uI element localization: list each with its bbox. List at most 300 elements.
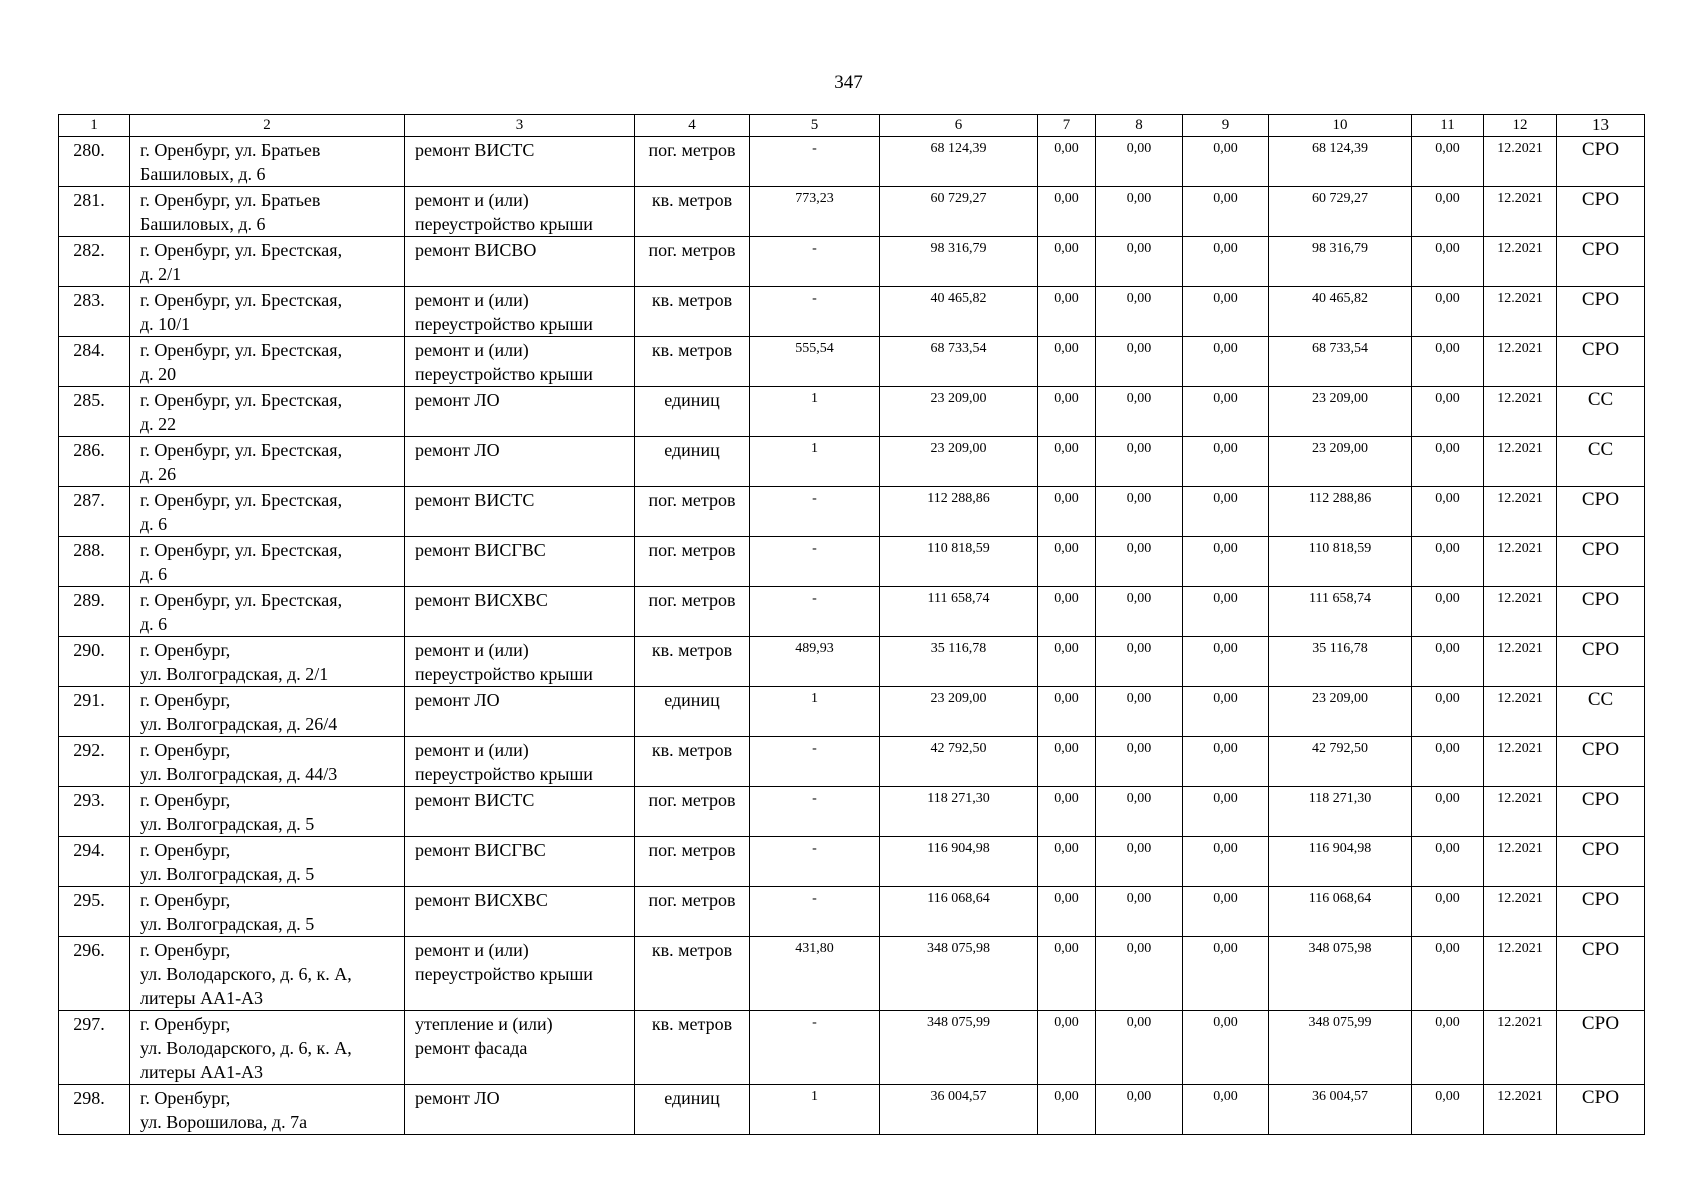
value-cell: 0,00 xyxy=(1412,637,1484,687)
unit-cell: пог. метров xyxy=(635,587,750,637)
work-type-cell xyxy=(405,237,635,287)
column-header: 7 xyxy=(1038,115,1096,137)
value-cell: 0,00 xyxy=(1096,187,1183,237)
table-row xyxy=(59,187,1645,237)
value-cell: 0,00 xyxy=(1183,937,1269,1011)
value-cell: 0,00 xyxy=(1038,337,1096,387)
column-header: 1 xyxy=(59,115,130,137)
row-number: 295. xyxy=(59,887,130,937)
method-cell: СРО xyxy=(1557,487,1645,537)
value-cell: 0,00 xyxy=(1183,687,1269,737)
address-cell xyxy=(130,387,405,437)
value-cell: 0,00 xyxy=(1096,237,1183,287)
value-cell: 489,93 xyxy=(750,637,880,687)
work-type-cell xyxy=(405,187,635,237)
address-line: г. Оренбург, xyxy=(140,640,231,660)
column-header: 11 xyxy=(1412,115,1484,137)
address-line: Башиловых, д. 6 xyxy=(140,164,266,184)
address-cell xyxy=(130,587,405,637)
value-cell: 0,00 xyxy=(1096,487,1183,537)
address-line: д. 6 xyxy=(140,514,168,534)
address-line: ул. Ворошилова, д. 7а xyxy=(140,1112,308,1132)
work-line: ремонт ЛО xyxy=(415,440,500,460)
work-line: ремонт ЛО xyxy=(415,390,500,410)
address-line: д. 10/1 xyxy=(140,314,191,334)
address-cell xyxy=(130,787,405,837)
address-line: ул. Волгоградская, д. 5 xyxy=(140,864,315,884)
value-cell: 12.2021 xyxy=(1484,737,1557,787)
value-cell: 116 068,64 xyxy=(880,887,1038,937)
value-cell: 0,00 xyxy=(1183,487,1269,537)
value-cell: 110 818,59 xyxy=(880,537,1038,587)
work-type-cell xyxy=(405,1011,635,1085)
work-type-cell xyxy=(405,887,635,937)
method-cell: СРО xyxy=(1557,237,1645,287)
value-cell: 348 075,98 xyxy=(880,937,1038,1011)
method-cell: СС xyxy=(1557,687,1645,737)
column-header: 6 xyxy=(880,115,1038,137)
work-line: ремонт ЛО xyxy=(415,1088,500,1108)
value-cell: 0,00 xyxy=(1096,337,1183,387)
address-line: ул. Волгоградская, д. 5 xyxy=(140,814,315,834)
value-cell: 12.2021 xyxy=(1484,537,1557,587)
value-cell: 0,00 xyxy=(1038,687,1096,737)
value-cell: 0,00 xyxy=(1096,437,1183,487)
work-line: переустройство крыши xyxy=(415,964,593,984)
value-cell: 23 209,00 xyxy=(1269,687,1412,737)
work-type-cell xyxy=(405,437,635,487)
work-line: ремонт и (или) xyxy=(415,190,529,210)
method-cell: СС xyxy=(1557,437,1645,487)
value-cell: 0,00 xyxy=(1096,587,1183,637)
address-cell xyxy=(130,537,405,587)
value-cell: 0,00 xyxy=(1096,737,1183,787)
address-line: г. Оренбург, xyxy=(140,940,231,960)
method-cell: СРО xyxy=(1557,837,1645,887)
row-number: 284. xyxy=(59,337,130,387)
value-cell: 0,00 xyxy=(1038,887,1096,937)
method-cell: СРО xyxy=(1557,787,1645,837)
address-cell xyxy=(130,337,405,387)
value-cell: 773,23 xyxy=(750,187,880,237)
value-cell: 35 116,78 xyxy=(880,637,1038,687)
column-header: 3 xyxy=(405,115,635,137)
table-row xyxy=(59,837,1645,887)
value-cell: 23 209,00 xyxy=(880,437,1038,487)
value-cell: 118 271,30 xyxy=(1269,787,1412,837)
method-cell: СРО xyxy=(1557,337,1645,387)
value-cell: 0,00 xyxy=(1038,837,1096,887)
work-line: ремонт и (или) xyxy=(415,640,529,660)
value-cell: 0,00 xyxy=(1096,1085,1183,1135)
work-line: ремонт фасада xyxy=(415,1038,528,1058)
address-line: д. 6 xyxy=(140,614,168,634)
value-cell: 0,00 xyxy=(1038,937,1096,1011)
value-cell: 0,00 xyxy=(1038,287,1096,337)
value-cell: 60 729,27 xyxy=(1269,187,1412,237)
value-cell: 0,00 xyxy=(1096,887,1183,937)
address-line: д. 26 xyxy=(140,464,177,484)
method-cell: СРО xyxy=(1557,937,1645,1011)
value-cell: 116 904,98 xyxy=(880,837,1038,887)
address-line: литеры АА1-А3 xyxy=(140,988,264,1008)
method-cell: СРО xyxy=(1557,637,1645,687)
method-cell: СРО xyxy=(1557,1085,1645,1135)
address-cell xyxy=(130,637,405,687)
unit-cell: кв. метров xyxy=(635,337,750,387)
work-line: ремонт ВИСТС xyxy=(415,490,535,510)
address-line: г. Оренбург, ул. Брестская, xyxy=(140,490,343,510)
value-cell: - xyxy=(750,237,880,287)
column-header: 13 xyxy=(1557,115,1645,137)
value-cell: 0,00 xyxy=(1038,637,1096,687)
value-cell: 1 xyxy=(750,437,880,487)
address-cell xyxy=(130,1085,405,1135)
address-cell xyxy=(130,887,405,937)
unit-cell: единиц xyxy=(635,1085,750,1135)
value-cell: 0,00 xyxy=(1038,487,1096,537)
work-type-cell xyxy=(405,937,635,1011)
address-line: г. Оренбург, xyxy=(140,790,231,810)
page-number: 347 xyxy=(834,72,863,93)
value-cell: 0,00 xyxy=(1183,587,1269,637)
value-cell: 116 904,98 xyxy=(1269,837,1412,887)
unit-cell: кв. метров xyxy=(635,187,750,237)
row-number: 298. xyxy=(59,1085,130,1135)
address-cell xyxy=(130,237,405,287)
value-cell: 12.2021 xyxy=(1484,487,1557,537)
row-number: 288. xyxy=(59,537,130,587)
row-number: 293. xyxy=(59,787,130,837)
table-row xyxy=(59,1085,1645,1135)
unit-cell: кв. метров xyxy=(635,1011,750,1085)
value-cell: 0,00 xyxy=(1038,237,1096,287)
work-line: переустройство крыши xyxy=(415,314,593,334)
value-cell: 40 465,82 xyxy=(1269,287,1412,337)
value-cell: 0,00 xyxy=(1183,437,1269,487)
value-cell: 12.2021 xyxy=(1484,137,1557,187)
unit-cell: пог. метров xyxy=(635,887,750,937)
address-cell xyxy=(130,1011,405,1085)
row-number: 291. xyxy=(59,687,130,737)
value-cell: 1 xyxy=(750,387,880,437)
table-row xyxy=(59,387,1645,437)
unit-cell: пог. метров xyxy=(635,237,750,287)
work-type-cell xyxy=(405,537,635,587)
value-cell: 0,00 xyxy=(1183,287,1269,337)
address-line: г. Оренбург, xyxy=(140,840,231,860)
value-cell: 0,00 xyxy=(1412,137,1484,187)
value-cell: - xyxy=(750,487,880,537)
works-table xyxy=(58,114,1645,1135)
unit-cell: пог. метров xyxy=(635,537,750,587)
value-cell: 0,00 xyxy=(1096,387,1183,437)
work-line: переустройство крыши xyxy=(415,364,593,384)
value-cell: 98 316,79 xyxy=(1269,237,1412,287)
row-number: 286. xyxy=(59,437,130,487)
address-line: г. Оренбург, ул. Брестская, xyxy=(140,440,343,460)
work-type-cell xyxy=(405,387,635,437)
address-line: г. Оренбург, ул. Брестская, xyxy=(140,540,343,560)
value-cell: 0,00 xyxy=(1096,637,1183,687)
value-cell: 12.2021 xyxy=(1484,937,1557,1011)
method-cell: СРО xyxy=(1557,737,1645,787)
value-cell: 23 209,00 xyxy=(1269,437,1412,487)
value-cell: 12.2021 xyxy=(1484,287,1557,337)
address-line: ул. Волгоградская, д. 2/1 xyxy=(140,664,329,684)
method-cell: СРО xyxy=(1557,587,1645,637)
value-cell: 1 xyxy=(750,687,880,737)
value-cell: 40 465,82 xyxy=(880,287,1038,337)
value-cell: - xyxy=(750,787,880,837)
value-cell: 0,00 xyxy=(1183,337,1269,387)
column-header: 4 xyxy=(635,115,750,137)
value-cell: 0,00 xyxy=(1183,737,1269,787)
address-line: г. Оренбург, ул. Братьев xyxy=(140,190,321,210)
unit-cell: пог. метров xyxy=(635,487,750,537)
work-line: ремонт и (или) xyxy=(415,340,529,360)
address-line: г. Оренбург, xyxy=(140,740,231,760)
value-cell: 42 792,50 xyxy=(880,737,1038,787)
work-line: переустройство крыши xyxy=(415,214,593,234)
value-cell: 12.2021 xyxy=(1484,887,1557,937)
method-cell: СРО xyxy=(1557,287,1645,337)
value-cell: 116 068,64 xyxy=(1269,887,1412,937)
value-cell: 0,00 xyxy=(1183,237,1269,287)
method-cell: СРО xyxy=(1557,1011,1645,1085)
method-cell: СРО xyxy=(1557,187,1645,237)
value-cell: 68 733,54 xyxy=(1269,337,1412,387)
value-cell: 0,00 xyxy=(1183,787,1269,837)
address-line: ул. Володарского, д. 6, к. А, xyxy=(140,1038,352,1058)
work-line: ремонт ВИСГВС xyxy=(415,540,546,560)
value-cell: 0,00 xyxy=(1038,537,1096,587)
method-cell: СРО xyxy=(1557,537,1645,587)
value-cell: 12.2021 xyxy=(1484,637,1557,687)
value-cell: 0,00 xyxy=(1412,487,1484,537)
value-cell: 0,00 xyxy=(1038,737,1096,787)
value-cell: 68 124,39 xyxy=(1269,137,1412,187)
value-cell: 0,00 xyxy=(1038,387,1096,437)
address-line: ул. Волгоградская, д. 5 xyxy=(140,914,315,934)
method-cell: СРО xyxy=(1557,137,1645,187)
work-type-cell xyxy=(405,337,635,387)
work-type-cell xyxy=(405,687,635,737)
value-cell: 42 792,50 xyxy=(1269,737,1412,787)
unit-cell: пог. метров xyxy=(635,837,750,887)
value-cell: 23 209,00 xyxy=(880,387,1038,437)
value-cell: 0,00 xyxy=(1038,187,1096,237)
value-cell: 118 271,30 xyxy=(880,787,1038,837)
row-number: 283. xyxy=(59,287,130,337)
value-cell: 12.2021 xyxy=(1484,187,1557,237)
address-cell xyxy=(130,737,405,787)
address-cell xyxy=(130,937,405,1011)
value-cell: 348 075,99 xyxy=(1269,1011,1412,1085)
address-line: г. Оренбург, ул. Брестская, xyxy=(140,590,343,610)
value-cell: - xyxy=(750,137,880,187)
value-cell: 0,00 xyxy=(1038,437,1096,487)
work-type-cell xyxy=(405,587,635,637)
table-row xyxy=(59,237,1645,287)
value-cell: 0,00 xyxy=(1412,437,1484,487)
unit-cell: пог. метров xyxy=(635,137,750,187)
value-cell: 0,00 xyxy=(1183,137,1269,187)
value-cell: 68 733,54 xyxy=(880,337,1038,387)
value-cell: 36 004,57 xyxy=(880,1085,1038,1135)
value-cell: 0,00 xyxy=(1038,787,1096,837)
value-cell: 111 658,74 xyxy=(880,587,1038,637)
value-cell: 0,00 xyxy=(1412,1011,1484,1085)
value-cell: 0,00 xyxy=(1412,737,1484,787)
value-cell: 0,00 xyxy=(1096,537,1183,587)
row-number: 289. xyxy=(59,587,130,637)
row-number: 294. xyxy=(59,837,130,887)
header-row xyxy=(59,115,1645,137)
table-row xyxy=(59,637,1645,687)
value-cell: 0,00 xyxy=(1183,387,1269,437)
unit-cell: кв. метров xyxy=(635,737,750,787)
value-cell: - xyxy=(750,587,880,637)
column-header: 5 xyxy=(750,115,880,137)
value-cell: 35 116,78 xyxy=(1269,637,1412,687)
value-cell: 555,54 xyxy=(750,337,880,387)
unit-cell: единиц xyxy=(635,437,750,487)
work-line: переустройство крыши xyxy=(415,664,593,684)
value-cell: - xyxy=(750,537,880,587)
value-cell: 0,00 xyxy=(1096,287,1183,337)
value-cell: 36 004,57 xyxy=(1269,1085,1412,1135)
value-cell: 0,00 xyxy=(1096,687,1183,737)
address-line: д. 2/1 xyxy=(140,264,182,284)
table-row xyxy=(59,937,1645,1011)
value-cell: 0,00 xyxy=(1183,1011,1269,1085)
value-cell: 68 124,39 xyxy=(880,137,1038,187)
address-cell xyxy=(130,837,405,887)
table-row xyxy=(59,137,1645,187)
value-cell: 348 075,99 xyxy=(880,1011,1038,1085)
value-cell: 0,00 xyxy=(1038,587,1096,637)
address-cell xyxy=(130,437,405,487)
address-line: д. 6 xyxy=(140,564,168,584)
address-cell xyxy=(130,287,405,337)
column-header: 12 xyxy=(1484,115,1557,137)
value-cell: 12.2021 xyxy=(1484,837,1557,887)
table-row xyxy=(59,537,1645,587)
value-cell: 12.2021 xyxy=(1484,1085,1557,1135)
address-line: г. Оренбург, xyxy=(140,1088,231,1108)
value-cell: 0,00 xyxy=(1412,837,1484,887)
address-line: ул. Волгоградская, д. 26/4 xyxy=(140,714,338,734)
value-cell: 23 209,00 xyxy=(1269,387,1412,437)
work-type-cell xyxy=(405,1085,635,1135)
row-number: 281. xyxy=(59,187,130,237)
value-cell: 0,00 xyxy=(1183,187,1269,237)
value-cell: 110 818,59 xyxy=(1269,537,1412,587)
column-header: 10 xyxy=(1269,115,1412,137)
value-cell: 12.2021 xyxy=(1484,437,1557,487)
value-cell: 0,00 xyxy=(1412,1085,1484,1135)
row-number: 285. xyxy=(59,387,130,437)
address-line: г. Оренбург, ул. Брестская, xyxy=(140,240,343,260)
value-cell: 431,80 xyxy=(750,937,880,1011)
value-cell: 0,00 xyxy=(1412,537,1484,587)
work-line: ремонт ВИСХВС xyxy=(415,890,548,910)
table-row xyxy=(59,787,1645,837)
value-cell: 0,00 xyxy=(1412,887,1484,937)
work-type-cell xyxy=(405,637,635,687)
address-line: д. 20 xyxy=(140,364,177,384)
value-cell: 0,00 xyxy=(1412,337,1484,387)
value-cell: 0,00 xyxy=(1183,537,1269,587)
address-line: г. Оренбург, ул. Брестская, xyxy=(140,340,343,360)
column-header: 8 xyxy=(1096,115,1183,137)
value-cell: 12.2021 xyxy=(1484,337,1557,387)
address-line: г. Оренбург, xyxy=(140,890,231,910)
row-number: 287. xyxy=(59,487,130,537)
value-cell: - xyxy=(750,837,880,887)
value-cell: 0,00 xyxy=(1096,837,1183,887)
table-row xyxy=(59,887,1645,937)
address-line: г. Оренбург, xyxy=(140,690,231,710)
value-cell: 0,00 xyxy=(1412,587,1484,637)
work-line: ремонт и (или) xyxy=(415,740,529,760)
address-line: г. Оренбург, xyxy=(140,1014,231,1034)
work-type-cell xyxy=(405,837,635,887)
work-line: ремонт ВИСВО xyxy=(415,240,537,260)
address-cell xyxy=(130,187,405,237)
table-row xyxy=(59,487,1645,537)
work-line: ремонт ЛО xyxy=(415,690,500,710)
address-line: г. Оренбург, ул. Брестская, xyxy=(140,290,343,310)
work-line: ремонт ВИСГВС xyxy=(415,840,546,860)
value-cell: 0,00 xyxy=(1038,137,1096,187)
work-line: ремонт и (или) xyxy=(415,290,529,310)
unit-cell: кв. метров xyxy=(635,937,750,1011)
row-number: 296. xyxy=(59,937,130,1011)
address-line: ул. Володарского, д. 6, к. А, xyxy=(140,964,352,984)
unit-cell: кв. метров xyxy=(635,637,750,687)
address-line: д. 22 xyxy=(140,414,177,434)
table-row xyxy=(59,337,1645,387)
work-line: ремонт и (или) xyxy=(415,940,529,960)
value-cell: 12.2021 xyxy=(1484,237,1557,287)
value-cell: 0,00 xyxy=(1412,187,1484,237)
value-cell: 112 288,86 xyxy=(880,487,1038,537)
row-number: 292. xyxy=(59,737,130,787)
value-cell: 0,00 xyxy=(1412,237,1484,287)
table-row xyxy=(59,737,1645,787)
unit-cell: единиц xyxy=(635,387,750,437)
method-cell: СРО xyxy=(1557,887,1645,937)
value-cell: 0,00 xyxy=(1038,1011,1096,1085)
value-cell: 112 288,86 xyxy=(1269,487,1412,537)
value-cell: 0,00 xyxy=(1412,787,1484,837)
value-cell: 23 209,00 xyxy=(880,687,1038,737)
work-type-cell xyxy=(405,737,635,787)
row-number: 290. xyxy=(59,637,130,687)
address-cell xyxy=(130,487,405,537)
value-cell: 0,00 xyxy=(1096,1011,1183,1085)
table-row xyxy=(59,587,1645,637)
value-cell: 0,00 xyxy=(1412,687,1484,737)
work-line: утепление и (или) xyxy=(415,1014,553,1034)
work-line: ремонт ВИСТС xyxy=(415,140,535,160)
value-cell: - xyxy=(750,1011,880,1085)
work-type-cell xyxy=(405,137,635,187)
value-cell: 0,00 xyxy=(1412,937,1484,1011)
work-line: переустройство крыши xyxy=(415,764,593,784)
